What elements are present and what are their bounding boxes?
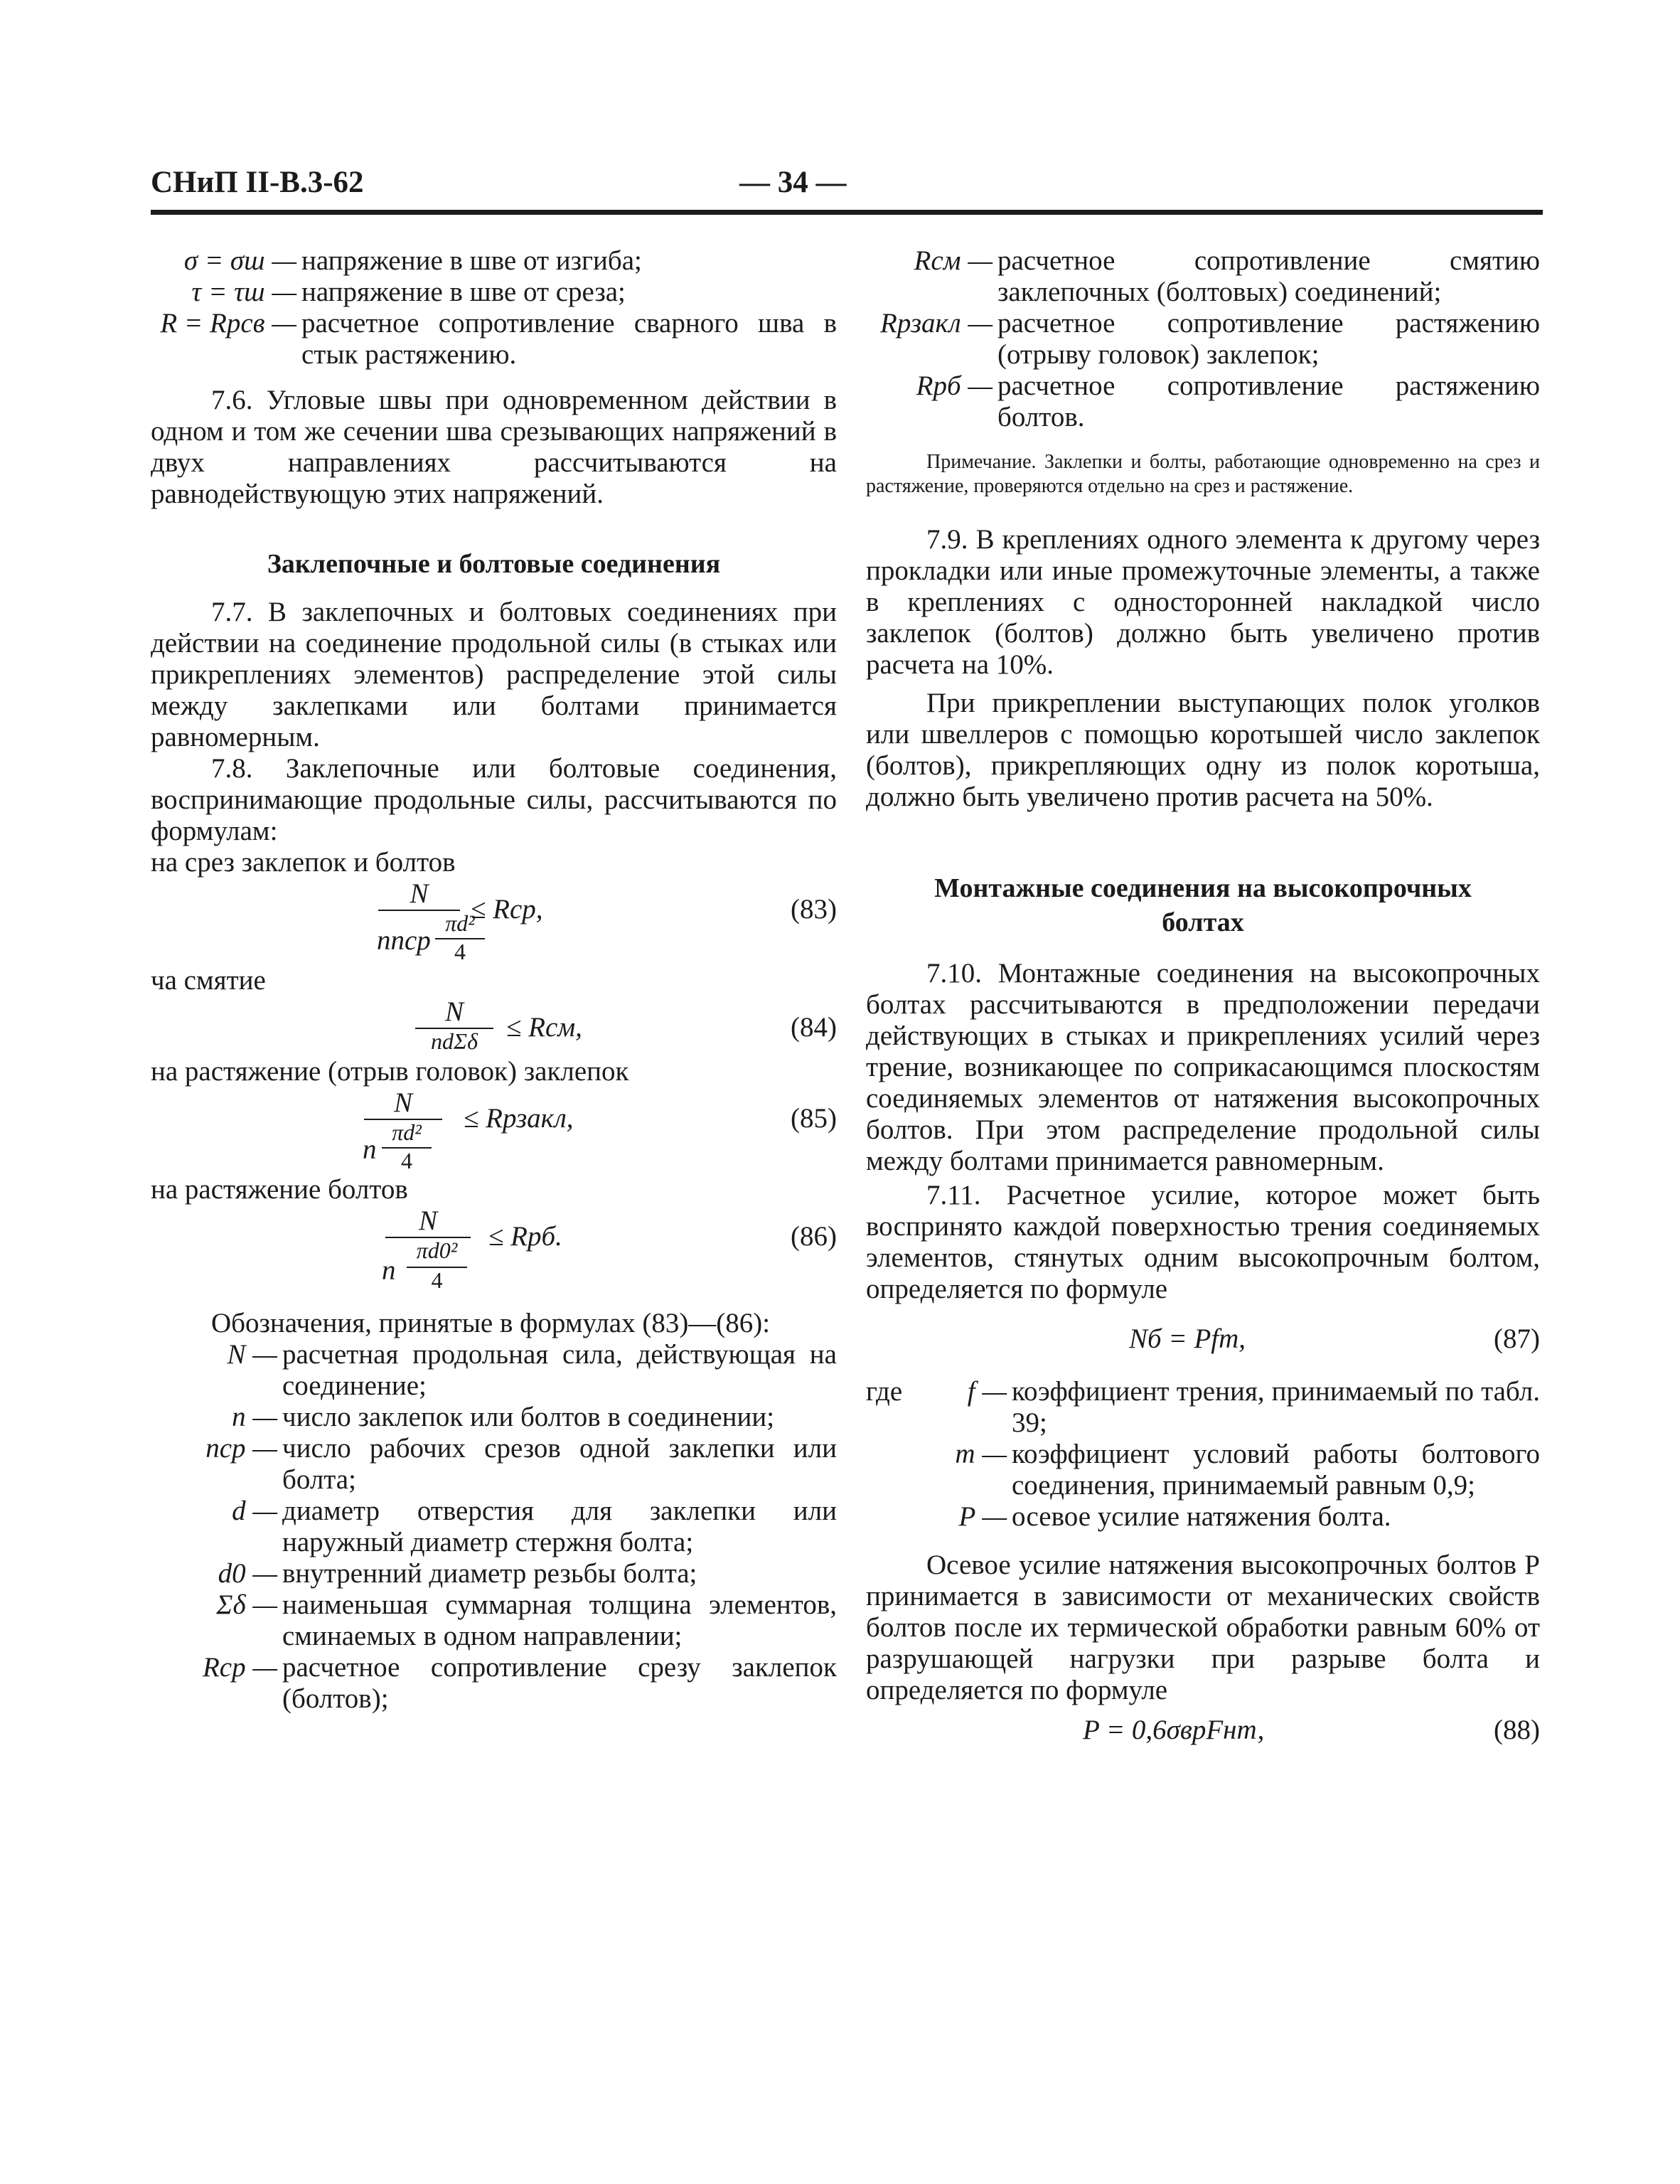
definition-text: осевое усилие натяжения болта. xyxy=(1012,1501,1391,1532)
definition xyxy=(151,277,837,308)
symbol: Rрб — xyxy=(916,371,993,401)
legend-intro: Обозначения, принятые в формулах (83)—(86): xyxy=(211,1308,771,1338)
symbol: Rср — xyxy=(202,1652,277,1683)
paragraph-axial-force: Осевое усилие натяжения высокопрочных болтов P принимается в зависимости от механических свойств болтов после их термической обработки равным 60% от разрушающей нагрузки при разрыве болта и определяется по формуле xyxy=(866,1550,1540,1705)
formula-83-number: (83) xyxy=(791,894,837,925)
symbol: σ = σш — xyxy=(183,245,296,276)
formula-85-label: на растяжение (отрыв головок) заклепок xyxy=(151,1056,629,1087)
definitions-right xyxy=(866,1376,1540,1533)
definition-text: расчетная продольная сила, действующая на соединение; xyxy=(282,1339,837,1401)
paragraph-7-9: 7.9. В креплениях одного элемента к другому через прокладки или иные промежуточные элементы, а также в креплениях с односторонней накладкой число заклепок (болтов) должно быть увеличено против расчета на 10%. xyxy=(866,524,1540,680)
definition xyxy=(151,1496,837,1558)
definition xyxy=(151,1652,837,1715)
definition-text: напряжение в шве от изгиба; xyxy=(301,245,642,276)
formula-86-rhs: ≤ Rрб. xyxy=(488,1221,562,1252)
formula-85-numerator: N xyxy=(393,1087,412,1118)
symbol: d0 — xyxy=(218,1558,277,1589)
formula-87 xyxy=(866,1323,1540,1355)
formula-86-denominator-prefix: n xyxy=(382,1255,396,1286)
formula-86-numerator: N xyxy=(418,1205,437,1236)
symbol: n — xyxy=(232,1402,277,1432)
formula-85-number: (85) xyxy=(791,1103,837,1134)
definition xyxy=(151,1558,837,1589)
definition xyxy=(151,1339,837,1402)
formula-85-rhs: ≤ Rрзакл, xyxy=(464,1103,574,1134)
definition-text: число заклепок или болтов в соединении; xyxy=(282,1402,775,1432)
formula-84-label: ча смятие xyxy=(151,965,266,996)
formula-88-number: (88) xyxy=(1494,1715,1540,1745)
formula-83-label: на срез заклепок и болтов xyxy=(151,847,456,878)
symbol: R = Rрсв — xyxy=(160,308,296,339)
formula-88 xyxy=(866,1715,1540,1746)
definitions-left xyxy=(151,1339,837,1715)
definition xyxy=(866,245,1540,308)
formula-86-number: (86) xyxy=(791,1221,837,1252)
paragraph-7-10: 7.10. Монтажные соединения на высокопрочных болтах рассчитываются в предположении передачи действующих в стыках и прикреплениях усилий через трение, возникающее по соприкасающимся плоскостям соединяемых элементов от натяжения высокопрочных болтов. При этом распределение продольной силы между болтами принимается равномерным. xyxy=(866,958,1540,1176)
definition-text: расчетное сопротивление растяжению болтов. xyxy=(997,371,1540,432)
definition-text: коэффициент трения, принимаемый по табл. 39; xyxy=(1012,1376,1540,1438)
formula-85-inner-numerator: πd² xyxy=(392,1119,422,1145)
definitions-top-left xyxy=(151,245,837,371)
symbol: nср — xyxy=(205,1433,277,1464)
definition-text: внутренний диаметр резьбы болта; xyxy=(282,1558,697,1589)
definition-text: коэффициент условий работы болтового соединения, принимаемый равным 0,9; xyxy=(1012,1439,1540,1501)
formula-83-inner-numerator: πd² xyxy=(445,910,475,936)
definition-text: расчетное сопротивление срезу заклепок (болтов); xyxy=(282,1652,837,1714)
section-heading: Монтажные соединения на высокопрочных болтах xyxy=(934,873,1472,937)
definition-text: наименьшая суммарная толщина элементов, сминаемых в одном направлении; xyxy=(282,1589,837,1651)
header-rule xyxy=(151,210,1543,215)
formula-86-inner-numerator: πd0² xyxy=(416,1237,458,1263)
formula-86 xyxy=(151,1205,837,1293)
symbol: Rсм — xyxy=(914,245,993,276)
definition xyxy=(151,245,837,277)
symbol: Σδ — xyxy=(216,1589,277,1620)
symbol: d — xyxy=(232,1496,277,1526)
formula-88-expression: P = 0,6σврFнт, xyxy=(1083,1715,1265,1745)
symbol: P — xyxy=(958,1501,1007,1532)
definition xyxy=(866,1439,1540,1501)
definition xyxy=(151,1589,837,1652)
paragraph-7-6: 7.6. Угловые швы при одновременном действии в одном и том же сечении шва срезывающих напряжений в двух направлениях рассчитываются на равнодействующую этих напряжений. xyxy=(151,385,837,509)
definition-text: расчетное сопротивление сварного шва в стык растяжению. xyxy=(301,308,837,370)
definition-text: расчетное сопротивление растяжению (отрыву головок) заклепок; xyxy=(997,308,1540,370)
definitions-top-right xyxy=(866,245,1540,433)
symbol: m — xyxy=(955,1439,1007,1469)
formula-84-numerator: N xyxy=(444,996,464,1027)
definition-text: расчетное сопротивление смятию заклепочных (болтовых) соединений; xyxy=(997,245,1540,307)
formula-83-rhs: ≤ Rср, xyxy=(471,894,543,925)
definition xyxy=(866,1376,1540,1439)
symbol: Rрзакл — xyxy=(880,308,993,339)
symbol: f — xyxy=(967,1376,1007,1407)
symbol: τ = τш — xyxy=(191,277,296,307)
definition xyxy=(151,1402,837,1433)
formula-83-denominator-prefix: nnср xyxy=(377,925,431,956)
formula-85 xyxy=(151,1087,837,1173)
formula-85-inner-denominator: 4 xyxy=(401,1148,412,1173)
where-word: где xyxy=(866,1376,903,1407)
definition xyxy=(151,1433,837,1496)
formula-84-number: (84) xyxy=(791,1012,837,1043)
definition-text: напряжение в шве от среза; xyxy=(301,277,626,307)
definition xyxy=(151,308,837,371)
formula-83 xyxy=(151,878,837,964)
paragraph-7-9-continued: При прикреплении выступающих полок уголков или швеллеров с помощью коротышей число заклепок (болтов), прикрепляющих одну из полок коротыша, должно быть увеличено против расчета на 50%. xyxy=(866,688,1540,812)
page-number: — 34 — xyxy=(739,166,847,199)
formula-84-denominator: ndΣδ xyxy=(431,1028,478,1054)
paragraph-7-8: 7.8. Заклепочные или болтовые соединения, воспринимающие продольные силы, рассчитываются по формулам: xyxy=(151,753,837,846)
formula-83-numerator: N xyxy=(410,878,429,909)
formula-84-rhs: ≤ Rсм, xyxy=(506,1012,582,1043)
right-column xyxy=(866,245,1540,1746)
paragraph-7-11: 7.11. Расчетное усилие, которое может быть воспринято каждой поверхностью трения соединяемых элементов, стянутых одним высокопрочным болтом, определяется по формуле xyxy=(866,1180,1540,1304)
formula-83-inner-denominator: 4 xyxy=(454,939,466,964)
paragraph-7-7: 7.7. В заклепочных и болтовых соединениях при действии на соединение продольной силы (в стыках или прикреплениях элементов) распределение этой силы между заклепками или болтами принимается равномерным. xyxy=(151,597,837,752)
definition xyxy=(866,1501,1540,1533)
formula-84 xyxy=(151,996,837,1052)
formula-86-label: на растяжение болтов xyxy=(151,1174,408,1205)
symbol: N — xyxy=(227,1339,277,1370)
formula-87-expression: Nб = Pfm, xyxy=(1129,1323,1246,1354)
left-column xyxy=(151,245,837,1715)
section-heading: Заклепочные и болтовые соединения xyxy=(267,549,721,579)
note: Примечание. Заклепки и болты, работающие одновременно на срез и растяжение, проверяются отдельно на срез и растяжение. xyxy=(866,451,1540,497)
document-code: СНиП II-В.3-62 xyxy=(151,166,364,199)
definition xyxy=(866,371,1540,433)
definition-text: диаметр отверстия для заклепки или наружный диаметр стержня болта; xyxy=(282,1496,837,1557)
formula-85-denominator-prefix: n xyxy=(363,1134,377,1165)
formula-86-inner-denominator: 4 xyxy=(431,1267,443,1293)
formula-87-number: (87) xyxy=(1494,1323,1540,1354)
definition-text: число рабочих срезов одной заклепки или болта; xyxy=(282,1433,837,1495)
definition xyxy=(866,308,1540,371)
